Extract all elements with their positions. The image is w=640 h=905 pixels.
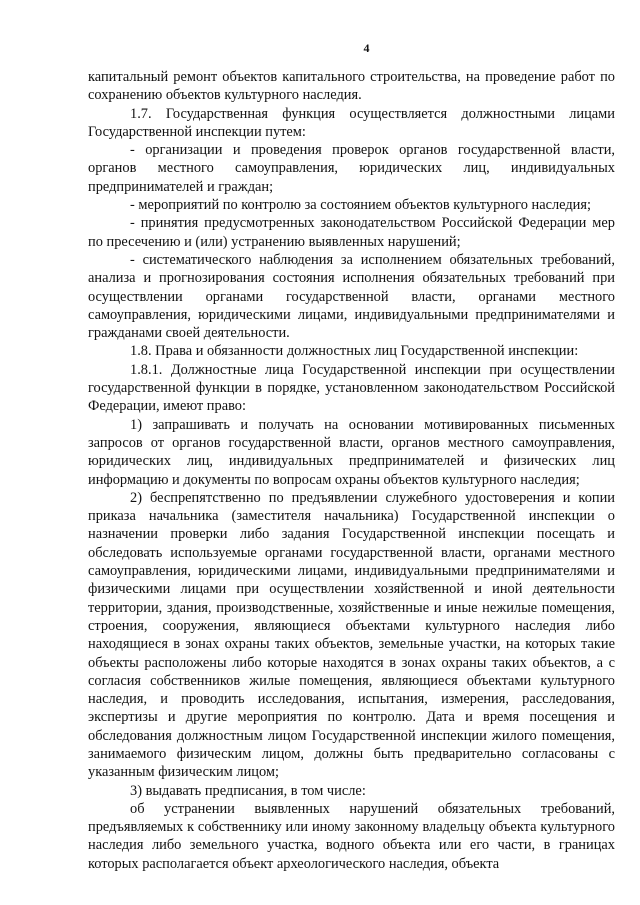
list-item: - принятия предусмотренных законодательством Российской Федерации мер по пресечению и (или) устранению выявленных нарушений; <box>88 215 615 250</box>
paragraph: 1.7. Государственная функция осуществляется должностными лицами Государственной инспекции путем: <box>88 105 615 140</box>
list-item: - мероприятий по контролю за состоянием объектов культурного наследия; <box>130 197 591 214</box>
numbered-item: 3) выдавать предписания, в том числе: <box>130 782 366 799</box>
numbered-item: 1) запрашивать и получать на основании мотивированных письменных запросов от органов государственной власти, органов местного самоуправления, юридических лиц, индивидуальных предпринимателей и физических лиц информацию и документы по вопросам охраны объектов культурного наследия; <box>88 416 615 488</box>
page-number: 4 <box>363 41 370 55</box>
paragraph: 1.8.1. Должностные лица Государственной инспекции при осуществлении государственной функции в порядке, установленном законодательством Российской Федерации, имеют право: <box>88 361 615 415</box>
section-heading: 1.8. Права и обязанности должностных лиц Государственной инспекции: <box>130 343 579 360</box>
list-item: - организации и проведения проверок органов государственной власти, органов местного самоуправления, юридических лиц, индивидуальных предпринимателей и граждан; <box>88 142 615 195</box>
document-page <box>88 40 615 873</box>
paragraph: капитальный ремонт объектов капитального строительства, на проведение работ по сохранению объектов культурного наследия. <box>88 69 615 104</box>
numbered-item: 2) беспрепятственно по предъявлении служебного удостоверения и копии приказа начальника (заместителя начальника) Государственной инспекции о назначении проверки либо задания Государственной инспекции посещать и обследовать используемые органами государственной власти, органами местного самоуправления, юридическими лицами, индивидуальными предпринимателями и физическими лицами при осуществлении хозяйственной и иной деятельности территории, здания, производственные, хозяйственные и иные нежилые помещения, строения, сооружения, являющиеся объектами культурного наследия либо находящиеся в зонах охраны таких объектов, земельные участки, на которых такие объекты расположены либо которые находятся в зонах охраны таких объектов, а с согласия собственников жилые помещения, являющиеся объектами культурного наследия, и проводить исследования, испытания, измерения, расследования, экспертизы и другие мероприятия по контролю. Дата и время посещения и обследования должностным лицом Государственной инспекции жилого помещения, занимаемого физическим лицом, должны быть предварительно согласованы с указанным физическим лицом; <box>88 489 615 781</box>
paragraph: об устранении выявленных нарушений обязательных требований, предъявляемых к собственнику или иному законному владельцу объекта культурного наследия либо земельного участка, водного объекта или его части, в границах которых располагается объект археологического наследия, объекта <box>88 800 615 872</box>
list-item: - систематического наблюдения за исполнением обязательных требований, анализа и прогнозирования состояния исполнения обязательных требований при осуществлении органами государственной власти, органами местного самоуправления, юридическими лицами, индивидуальными предпринимателями и гражданами своей деятельности. <box>88 251 615 342</box>
